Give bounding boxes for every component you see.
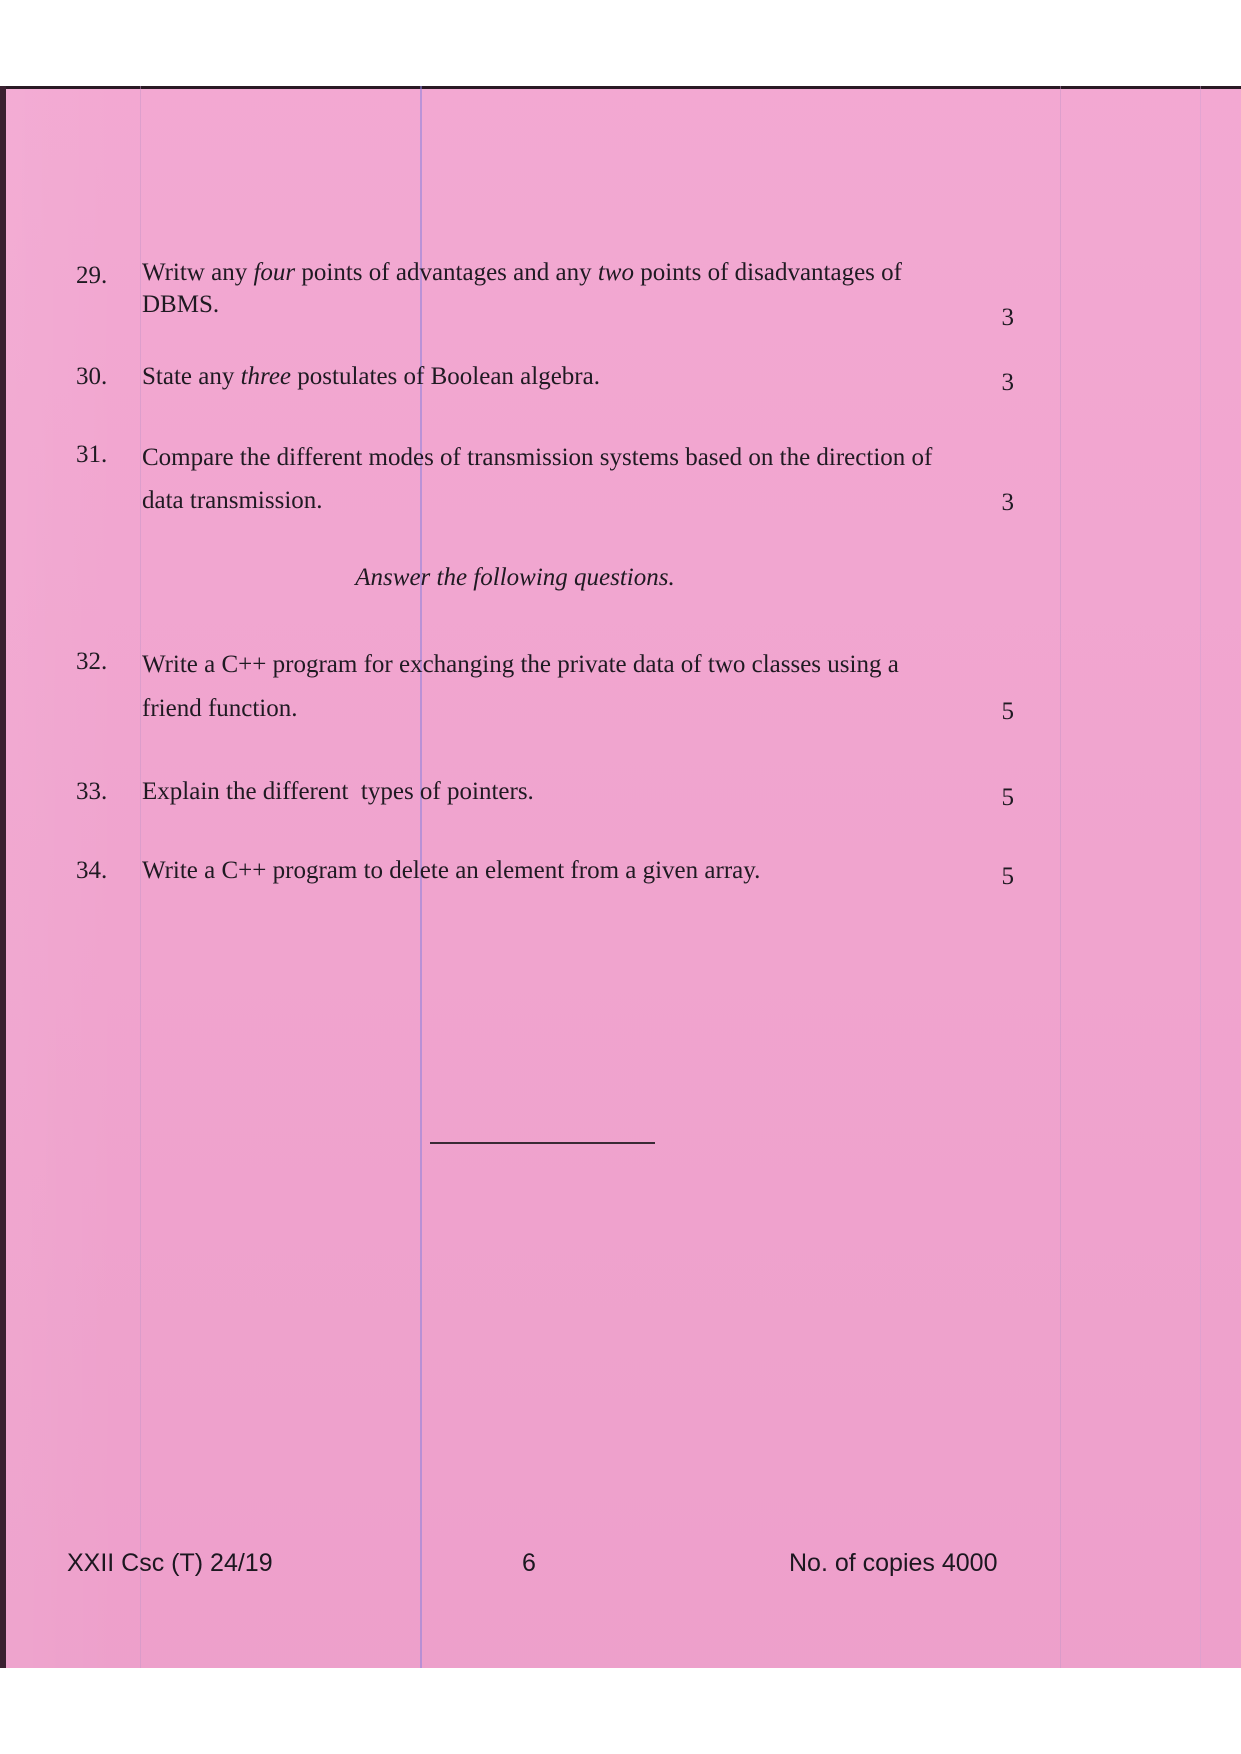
page-left-edge [0, 86, 6, 1668]
end-of-paper-divider [430, 1142, 655, 1144]
paper-code: XXII Csc (T) 24/19 [67, 1549, 273, 1577]
question-marks: 3 [1001, 369, 1014, 396]
question-text-segment: points of disadvantages of DBMS. [142, 259, 902, 318]
question-text-segment: State any [142, 363, 241, 390]
page-number: 6 [522, 1549, 536, 1577]
question-34 [76, 852, 1026, 892]
question-30 [76, 358, 1026, 398]
page-top-edge [0, 86, 1241, 89]
margin-rule-line [1060, 86, 1061, 1668]
question-emphasis: three [240, 363, 292, 390]
question-text [142, 358, 962, 396]
question-number: 34. [76, 857, 108, 884]
question-marks: 3 [1001, 304, 1014, 331]
question-marks: 5 [1001, 863, 1014, 890]
question-emphasis: four [253, 259, 296, 286]
question-text-segment: postulates of Boolean algebra. [291, 363, 600, 390]
question-32 [76, 643, 1026, 733]
question-number: 33. [76, 778, 108, 805]
question-marks: 3 [1001, 489, 1014, 516]
question-text: Compare the different modes of transmission systems based on the direction of data transmission. [142, 444, 933, 514]
copies-count: No. of copies 4000 [789, 1549, 998, 1577]
question-text: Write a C++ program to delete an element from a given array. [142, 857, 761, 884]
question-emphasis: two [597, 259, 634, 286]
section-heading: Answer the following questions. [355, 564, 675, 591]
question-text: Explain the different types of pointers. [142, 778, 534, 805]
question-number: 29. [76, 262, 108, 289]
margin-rule-line [1200, 86, 1201, 1668]
question-29 [76, 257, 1026, 337]
question-text-segment: Writw any [142, 259, 254, 286]
question-text [142, 257, 962, 321]
question-number: 30. [76, 363, 108, 390]
question-marks: 5 [1001, 784, 1014, 811]
question-marks: 5 [1001, 698, 1014, 725]
question-number: 32. [76, 648, 108, 675]
question-text: Write a C++ program for exchanging the private data of two classes using a friend function. [142, 651, 899, 722]
question-31 [76, 436, 1026, 526]
question-number: 31. [76, 441, 108, 468]
question-33 [76, 773, 1026, 813]
question-text-segment: points of advantages and any [295, 259, 598, 286]
